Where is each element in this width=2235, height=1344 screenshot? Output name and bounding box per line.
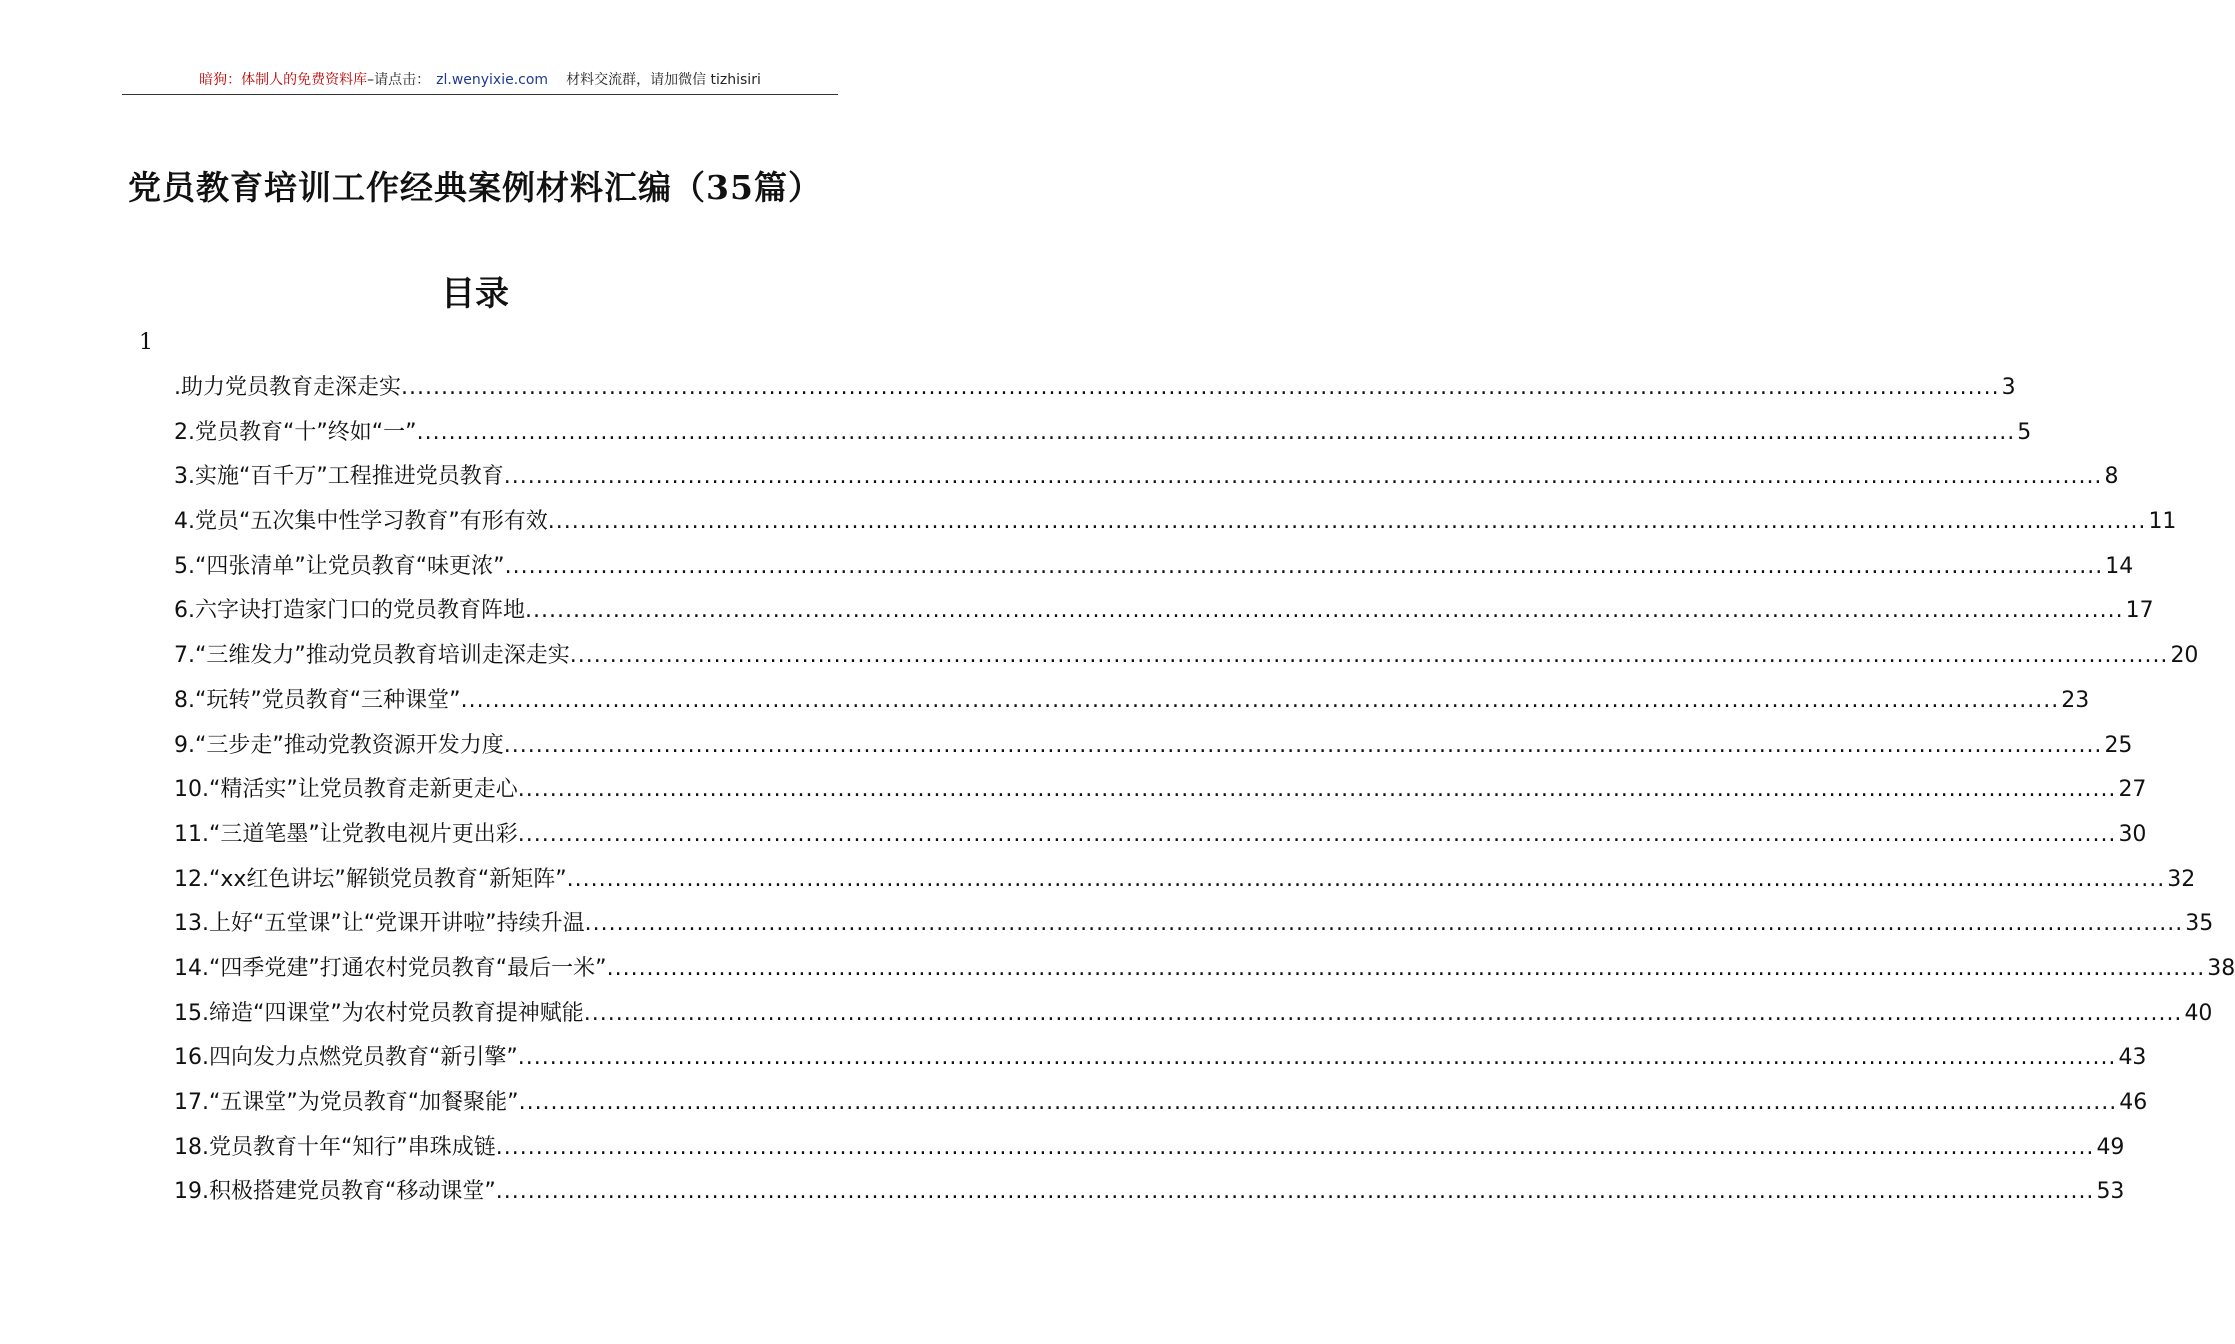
toc-leader-dots: ........................................................................................................................................................................................................ xyxy=(517,777,2117,803)
toc-entry-label: 19.积极搭建党员教育“移动课堂” xyxy=(174,1179,496,1205)
toc-leader-dots: ........................................................................................................................................................................................................ xyxy=(583,1000,2183,1026)
toc-entry[interactable] xyxy=(174,589,2154,634)
toc-entry-page: 32 xyxy=(2167,866,2196,892)
toc-entry-page: 3 xyxy=(2001,375,2016,400)
toc-entry-label: 18.党员教育十年“知行”串珠成链 xyxy=(174,1134,496,1160)
toc-entry-page: 43 xyxy=(2118,1045,2147,1071)
toc-entry-label: 2.党员教育“十”终如“一” xyxy=(174,419,417,445)
toc-entry-page: 38 xyxy=(2207,955,2235,981)
toc-entry-page: 5 xyxy=(2017,419,2032,445)
toc-leader-dots: ........................................................................................................................................................................................................ xyxy=(416,419,2016,445)
toc-entry-label: 11.“三道笔墨”让党教电视片更出彩 xyxy=(174,821,518,847)
toc-entry[interactable] xyxy=(174,500,2177,545)
toc-entry-label: .助力党员教育走深走实 xyxy=(174,375,401,400)
toc-leader-dots: ........................................................................................................................................................................................................ xyxy=(495,1179,2095,1205)
toc-entry-page: 8 xyxy=(2104,464,2119,490)
toc-entry-label: 3.实施“百千万”工程推进党员教育 xyxy=(174,464,504,490)
toc-entry[interactable] xyxy=(174,1036,2147,1081)
toc-entry-page: 49 xyxy=(2096,1134,2125,1160)
toc-entry[interactable] xyxy=(174,768,2147,813)
toc-entry-label: 14.“四季党建”打通农村党员教育“最后一米” xyxy=(174,955,607,981)
document-title: 党员教育培训工作经典案例材料汇编（35篇） xyxy=(128,168,822,207)
toc-entry-label: 9.“三步走”推动党教资源开发力度 xyxy=(174,732,504,758)
toc-entry-page: 30 xyxy=(2118,821,2147,847)
toc-leader-dots: ........................................................................................................................................................................................................ xyxy=(606,955,2206,981)
toc-leader-dots: ........................................................................................................................................................................................................ xyxy=(584,911,2184,937)
toc-entry[interactable] xyxy=(174,1170,2125,1215)
toc-entry-label: 10.“精活实”让党员教育走新更走心 xyxy=(174,777,518,803)
header-group-text: 材料交流群，请加微信 tizhisiri xyxy=(566,72,761,88)
header-brand: 暗狗：体制人的免费资料库 xyxy=(199,72,368,88)
toc-entry-page: 53 xyxy=(2096,1179,2125,1205)
toc-entry[interactable] xyxy=(174,902,2214,947)
toc-entry-page: 14 xyxy=(2105,553,2134,579)
toc-entry[interactable] xyxy=(174,947,2235,992)
toc-entry-page: 27 xyxy=(2118,777,2147,803)
toc-entry-page: 40 xyxy=(2184,1000,2213,1026)
toc-entry[interactable] xyxy=(174,813,2147,858)
toc-leader-dots: ........................................................................................................................................................................................................ xyxy=(569,643,2169,669)
toc-entry[interactable] xyxy=(174,1126,2125,1171)
toc-entry-label: 4.党员“五次集中性学习教育”有形有效 xyxy=(174,509,548,535)
toc-entry[interactable] xyxy=(174,411,2032,456)
toc-leader-dots: ........................................................................................................................................................................................................ xyxy=(504,553,2104,579)
toc-leader-dots: ........................................................................................................................................................................................................ xyxy=(503,732,2103,758)
toc-entry-label: 16.四向发力点燃党员教育“新引擎” xyxy=(174,1045,518,1071)
header-click-text: –请点击： xyxy=(367,72,431,88)
toc-entry-page: 35 xyxy=(2185,911,2214,937)
header-url-link[interactable]: zl.wenyixie.com xyxy=(436,72,549,88)
toc-entry[interactable] xyxy=(174,992,2213,1037)
toc-entry-page: 23 xyxy=(2061,687,2090,713)
toc-entry-label: 15.缔造“四课堂”为农村党员教育提神赋能 xyxy=(174,1000,584,1026)
toc-heading: 目录 xyxy=(441,274,509,314)
toc-entry-label: 17.“五课堂”为党员教育“加餐聚能” xyxy=(174,1090,519,1115)
toc-entry-label: 12.“xx红色讲坛”解锁党员教育“新矩阵” xyxy=(174,866,567,892)
toc-entry[interactable] xyxy=(174,455,2119,500)
toc-entry-label: 5.“四张清单”让党员教育“味更浓” xyxy=(174,553,505,579)
toc-entry-page: 20 xyxy=(2170,643,2199,669)
toc-entry[interactable] xyxy=(174,366,2016,411)
toc-leader-dots: ........................................................................................................................................................................................................ xyxy=(518,1090,2118,1115)
toc-entry-label: 13.上好“五堂课”让“党课开讲啦”持续升温 xyxy=(174,911,585,937)
stray-number: 1 xyxy=(139,330,153,355)
toc-leader-dots: ........................................................................................................................................................................................................ xyxy=(566,866,2166,892)
table-of-contents xyxy=(174,366,2235,1215)
toc-entry[interactable] xyxy=(174,724,2133,769)
toc-entry[interactable] xyxy=(174,634,2199,679)
toc-entry[interactable] xyxy=(174,1081,2148,1126)
toc-entry-page: 11 xyxy=(2148,509,2177,535)
toc-entry[interactable] xyxy=(174,679,2090,724)
toc-entry[interactable] xyxy=(174,858,2196,903)
page-header xyxy=(122,66,838,95)
toc-entry[interactable] xyxy=(174,545,2134,590)
toc-leader-dots: ........................................................................................................................................................................................................ xyxy=(401,375,2000,400)
toc-leader-dots: ........................................................................................................................................................................................................ xyxy=(525,598,2124,624)
toc-entry-page: 25 xyxy=(2104,732,2133,758)
toc-leader-dots: ........................................................................................................................................................................................................ xyxy=(495,1134,2095,1160)
toc-entry-page: 46 xyxy=(2119,1090,2148,1115)
toc-entry-label: 6.六字诀打造家门口的党员教育阵地 xyxy=(174,598,525,624)
toc-entry-page: 17 xyxy=(2125,598,2154,624)
toc-leader-dots: ........................................................................................................................................................................................................ xyxy=(503,464,2103,490)
toc-entry-label: 8.“玩转”党员教育“三种课堂” xyxy=(174,687,461,713)
toc-entry-label: 7.“三维发力”推动党员教育培训走深走实 xyxy=(174,643,570,669)
toc-leader-dots: ........................................................................................................................................................................................................ xyxy=(517,1045,2117,1071)
toc-leader-dots: ........................................................................................................................................................................................................ xyxy=(517,821,2117,847)
toc-leader-dots: ........................................................................................................................................................................................................ xyxy=(547,509,2147,535)
toc-leader-dots: ........................................................................................................................................................................................................ xyxy=(460,687,2060,713)
